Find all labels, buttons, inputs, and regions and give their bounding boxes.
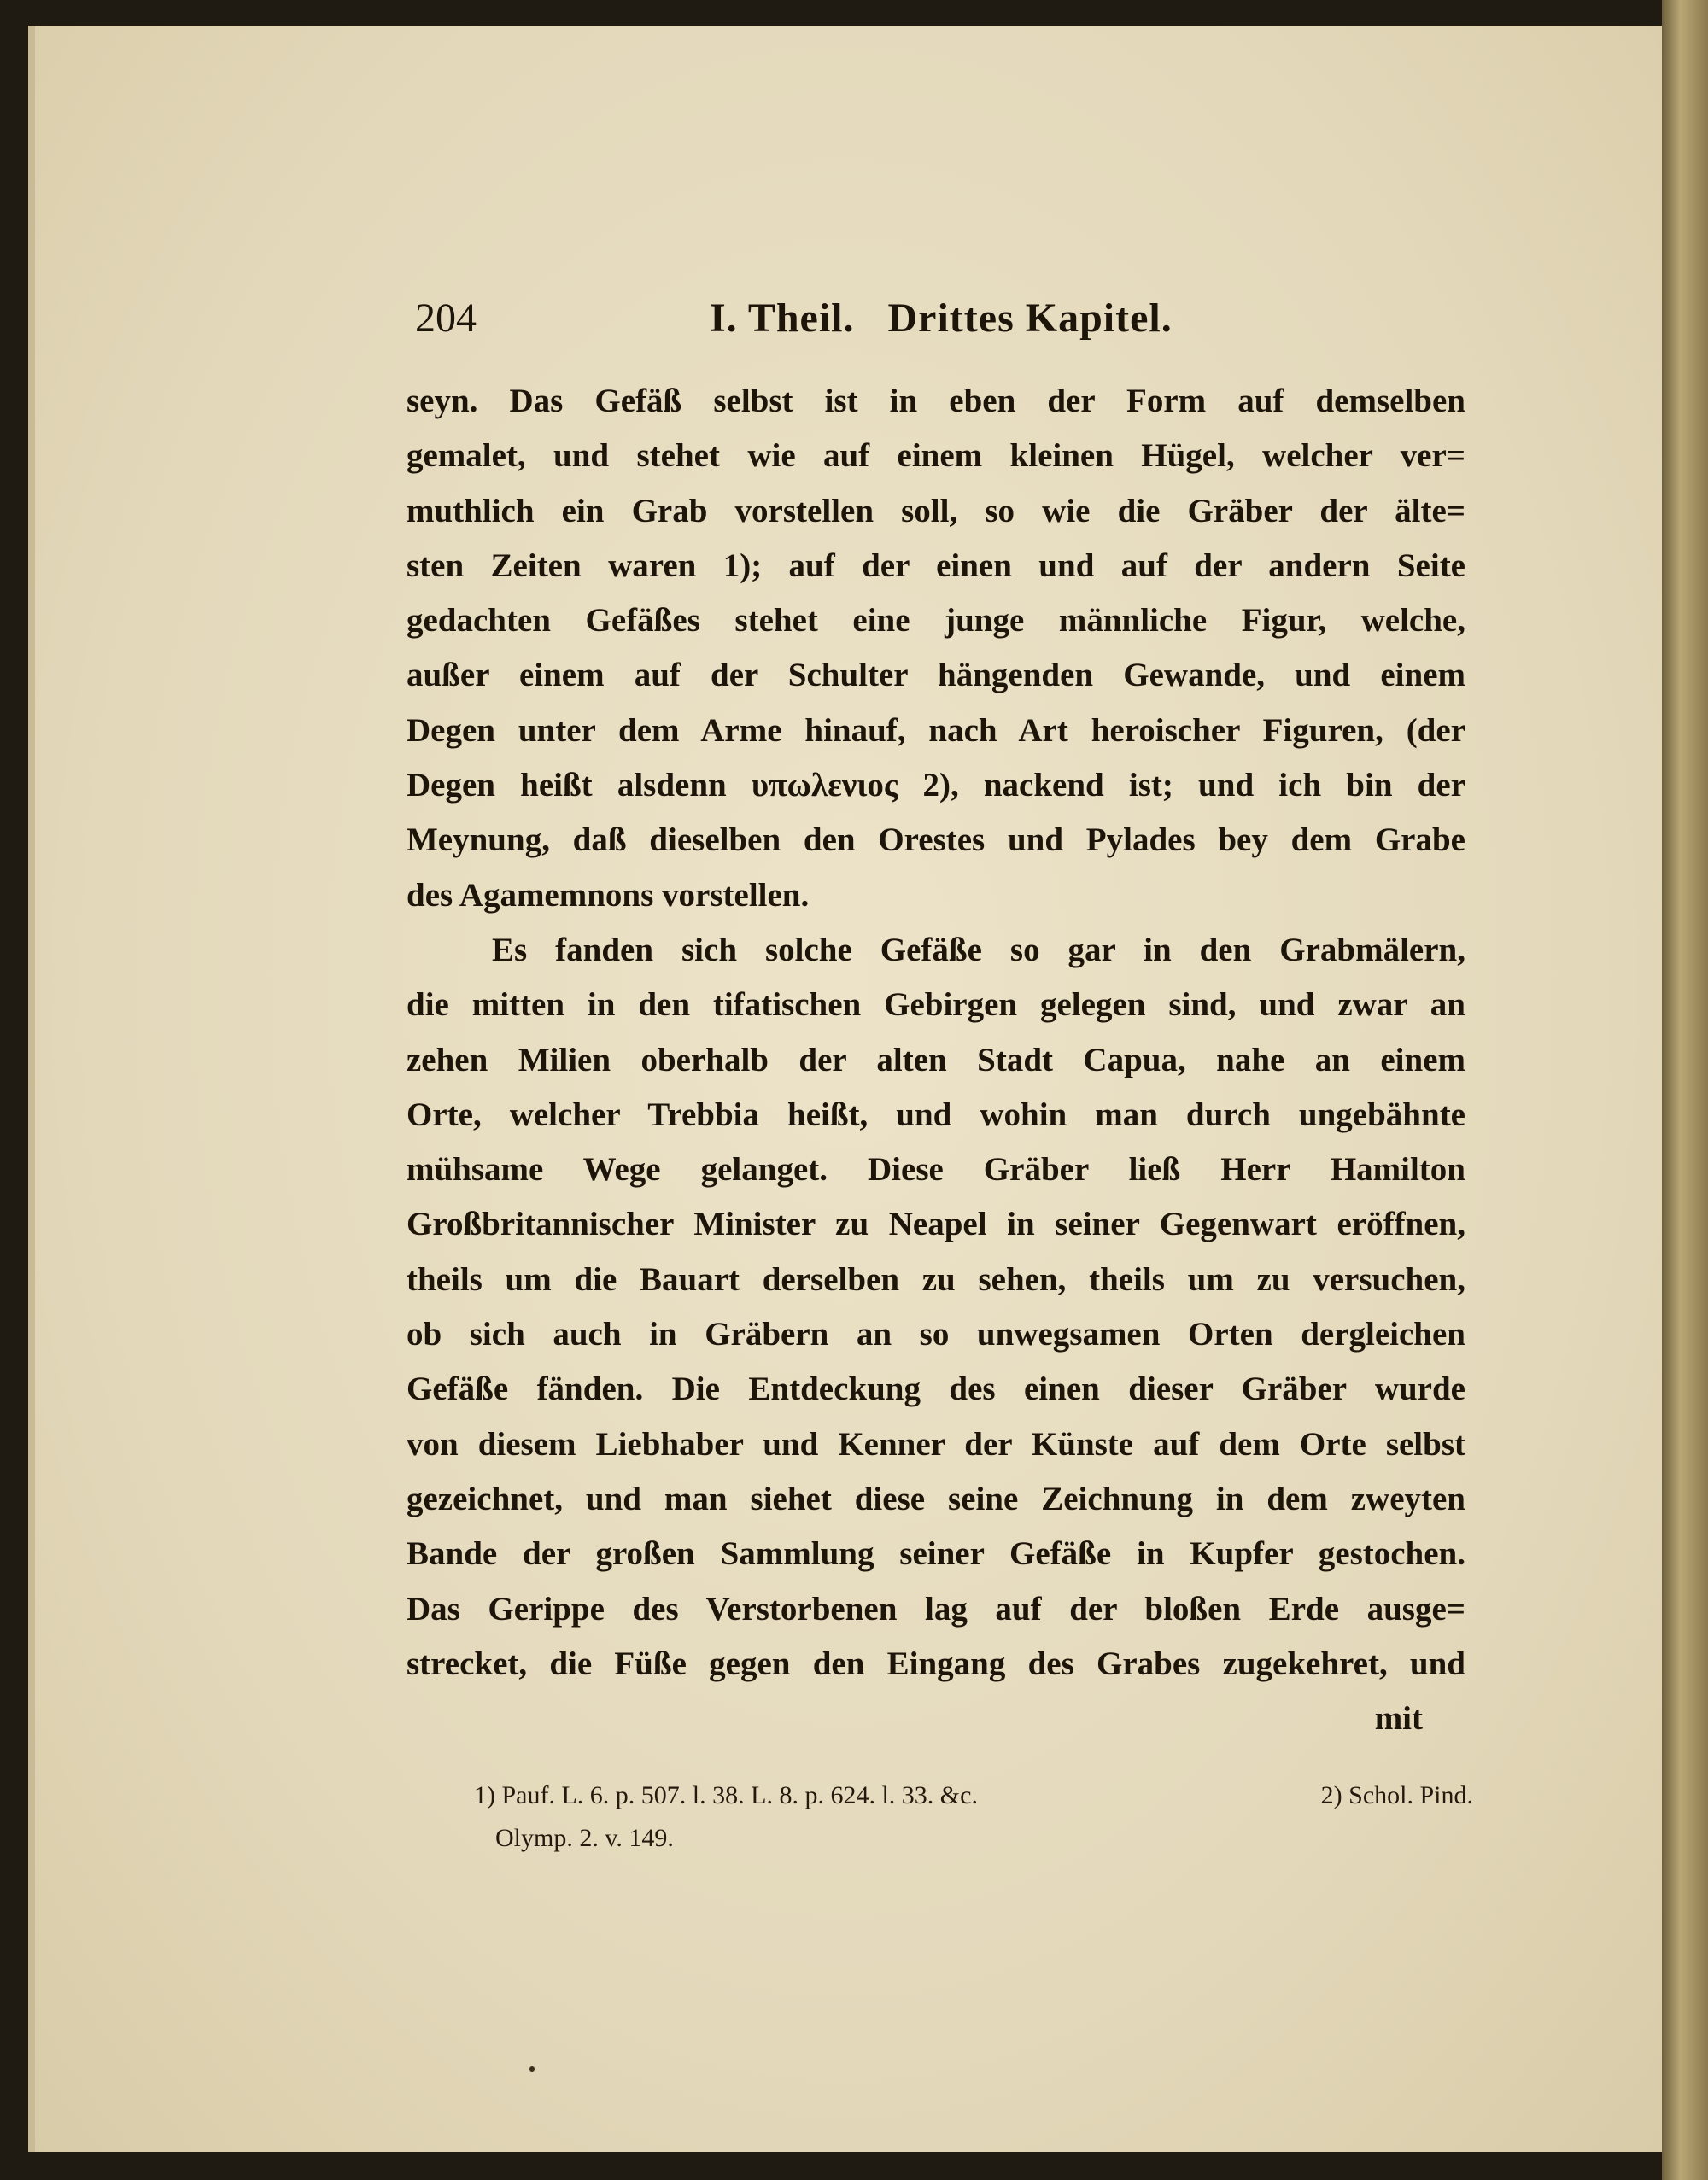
text-line: Orte, welcher Trebbia heißt, und wohin man durch ungebähnte bbox=[407, 1096, 1465, 1133]
running-title: I. Theil. Drittes Kapitel. bbox=[710, 295, 1173, 341]
page-edge bbox=[28, 26, 35, 2152]
text-line: Großbritannischer Minister zu Neapel in seiner Gegenwart eröffnen, bbox=[407, 1206, 1465, 1243]
text-line: sten Zeiten waren 1); auf der einen und auf der andern Seite bbox=[407, 546, 1465, 584]
text-line: Das Gerippe des Verstorbenen lag auf der bloßen Erde ausge= bbox=[407, 1590, 1465, 1628]
text-line: seyn. Das Gefäß selbst ist in eben der Form auf demselben bbox=[407, 383, 1465, 419]
text-line: mit bbox=[1374, 1700, 1423, 1738]
text-line: mühsame Wege gelanget. Diese Gräber ließ Herr Hamilton bbox=[407, 1151, 1465, 1189]
text-line: die mitten in den tifatischen Gebirgen gelegen sind, und zwar an bbox=[407, 986, 1465, 1024]
text-line: gezeichnet, und man siehet diese seine Zeichnung in dem zweyten bbox=[407, 1480, 1465, 1517]
text-line: strecket, die Füße gegen den Eingang des Grabes zugekehret, und bbox=[407, 1645, 1465, 1682]
footnotes bbox=[474, 1774, 1473, 1860]
text-line: Gefäße fänden. Die Entdeckung des einen dieser Gräber wurde bbox=[407, 1371, 1465, 1408]
text-line: ob sich auch in Gräbern an so unwegsamen Orten dergleichen bbox=[407, 1316, 1465, 1353]
text-line: Degen heißt alsdenn υπωλενιος 2), nackend ist; und ich bin der bbox=[407, 767, 1465, 804]
text-line: Degen unter dem Arme hinauf, nach Art heroischer Figuren, (der bbox=[407, 711, 1465, 749]
text-line: Meynung, daß dieselben den Orestes und Pylades bey dem Grabe bbox=[407, 821, 1465, 859]
text-line: muthlich ein Grab vorstellen soll, so wie die Gräber der älte= bbox=[407, 492, 1465, 529]
ink-speck bbox=[529, 2066, 535, 2072]
text-line: gemalet, und stehet wie auf einem kleinen Hügel, welcher ver= bbox=[407, 437, 1465, 475]
text-line: von diesem Liebhaber und Kenner der Künste auf dem Orte selbst bbox=[407, 1425, 1465, 1463]
footnote-2: 2) Schol. Pind. bbox=[1320, 1781, 1473, 1809]
text-line: Es fanden sich solche Gefäße so gar in den Grabmälern, bbox=[492, 931, 1465, 968]
footnote-2-continuation: Olymp. 2. v. 149. bbox=[495, 1824, 674, 1852]
text-line: Bande der großen Sammlung seiner Gefäße in Kupfer gestochen. bbox=[407, 1535, 1465, 1573]
text-line: außer einem auf der Schulter hängenden Gewande, und einem bbox=[407, 657, 1465, 694]
page-number: 204 bbox=[415, 295, 477, 341]
page-header bbox=[407, 295, 1465, 346]
footnote-1: 1) Pauf. L. 6. p. 507. l. 38. L. 8. p. 624. l. 33. &c. bbox=[474, 1781, 978, 1809]
text-line: gedachten Gefäßes stehet eine junge männliche Figur, welche, bbox=[407, 602, 1465, 640]
text-line: theils um die Bauart derselben zu sehen, theils um zu versuchen, bbox=[407, 1260, 1465, 1298]
text-line: des Agamemnons vorstellen. bbox=[407, 876, 810, 914]
adjacent-page-edge bbox=[1662, 0, 1708, 2180]
body-text bbox=[407, 374, 1465, 1746]
text-line: zehen Milien oberhalb der alten Stadt Capua, nahe an einem bbox=[407, 1041, 1465, 1078]
